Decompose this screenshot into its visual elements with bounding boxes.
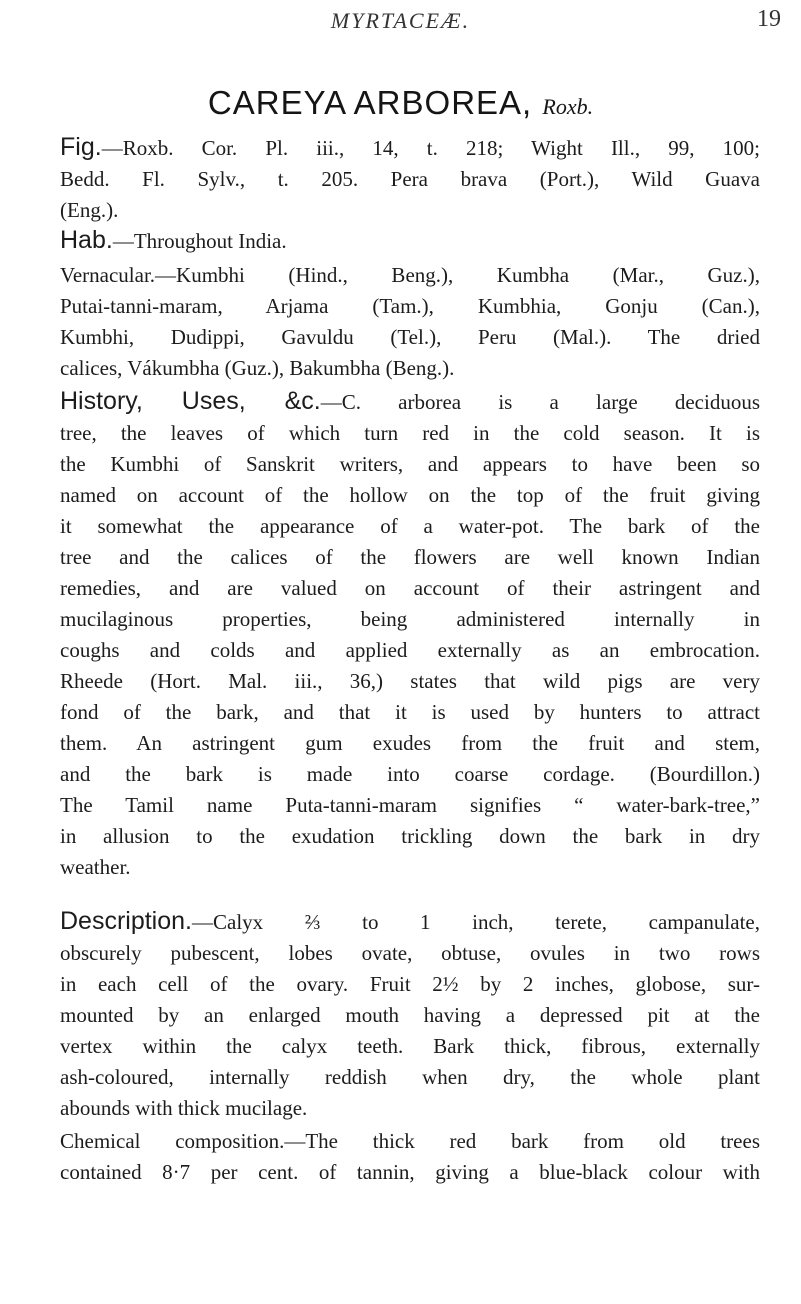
text-line [60,904,760,938]
text-line: obscurely pubescent, lobes ovate, obtuse, ovules in two rows [60,941,760,965]
text-line: abounds with thick mucilage. [60,1096,308,1120]
fig-label: Fig. [60,133,102,161]
text-line: ash-coloured, internally reddish when dry, the whole plant [60,1065,760,1089]
description-paragraph [60,904,760,1124]
text-line: Vernacular.—Kumbhi (Hind., Beng.), Kumbha (Mar., Guz.), [60,263,760,287]
species-name: CAREYA ARBOREA, [207,84,533,121]
text-line: vertex within the calyx teeth. Bark thick, fibrous, externally [60,1034,760,1058]
text-line: them. An astringent gum exudes from the fruit and stem, [60,731,760,755]
page-number: 19 [757,6,781,32]
text-line: Chemical composition.—The thick red bark from old trees [60,1129,760,1153]
fig-paragraph [60,130,760,226]
text-line: named on account of the hollow on the top of the fruit giving [60,483,760,507]
text-line [60,223,760,257]
running-title: MYRTACEÆ. [330,8,471,33]
history-text: —C. arborea is a large deciduous [320,390,760,414]
text-line: coughs and colds and applied externally as an embrocation. [60,638,760,662]
text-line: and the bark is made into coarse cordage. (Bourdillon.) [60,762,760,786]
history-paragraph [60,384,760,883]
text-line: Putai-tanni-maram, Arjama (Tam.), Kumbhia, Gonju (Can.), [60,294,760,318]
species-authority: Roxb. [542,94,594,119]
text-line: (Eng.). [60,198,119,222]
text-line: contained 8·7 per cent. of tannin, giving a blue-black colour with [60,1160,760,1184]
text-line [60,384,760,418]
text-line [60,130,760,164]
text-line: it somewhat the appearance of a water-pot. The bark of the [60,514,760,538]
hab-label: Hab. [60,226,113,254]
text-line: mounted by an enlarged mouth having a depressed pit at the [60,1003,760,1027]
text-line: The Tamil name Puta-tanni-maram signifies “ water-bark-tree,” [60,793,760,817]
text-line: calices, Vákumbha (Guz.), Bakumbha (Beng.). [60,356,455,380]
vernacular-paragraph [60,260,760,384]
text-line: Rheede (Hort. Mal. iii., 36,) states that wild pigs are very [60,669,760,693]
text-line: weather. [60,855,131,879]
text-line: in allusion to the exudation trickling down the bark in dry [60,824,760,848]
text-line: Bedd. Fl. Sylv., t. 205. Pera brava (Port.), Wild Guava [60,167,760,191]
history-label: History, Uses, &c. [60,387,321,415]
text-line: the Kumbhi of Sanskrit writers, and appears to have been so [60,452,760,476]
text-line: Kumbhi, Dudippi, Gavuldu (Tel.), Peru (Mal.). The dried [60,325,760,349]
description-label: Description. [60,907,192,935]
text-line: mucilaginous properties, being administered internally in [60,607,760,631]
running-header [0,4,801,38]
text-line: remedies, and are valued on account of their astringent and [60,576,760,600]
text-line: tree, the leaves of which turn red in the cold season. It is [60,421,760,445]
text-line: tree and the calices of the flowers are well known Indian [60,545,760,569]
species-heading [0,84,801,122]
text-line: fond of the bark, and that it is used by hunters to attract [60,700,760,724]
chemical-paragraph [60,1126,760,1188]
hab-text: —Throughout India. [112,229,287,253]
fig-text: —Roxb. Cor. Pl. iii., 14, t. 218; Wight Ill., 99, 100; [101,136,760,160]
text-line: in each cell of the ovary. Fruit 2½ by 2 inches, globose, sur- [60,972,760,996]
description-text: —Calyx ⅔ to 1 inch, terete, campanulate, [192,910,760,934]
hab-paragraph [60,223,760,257]
